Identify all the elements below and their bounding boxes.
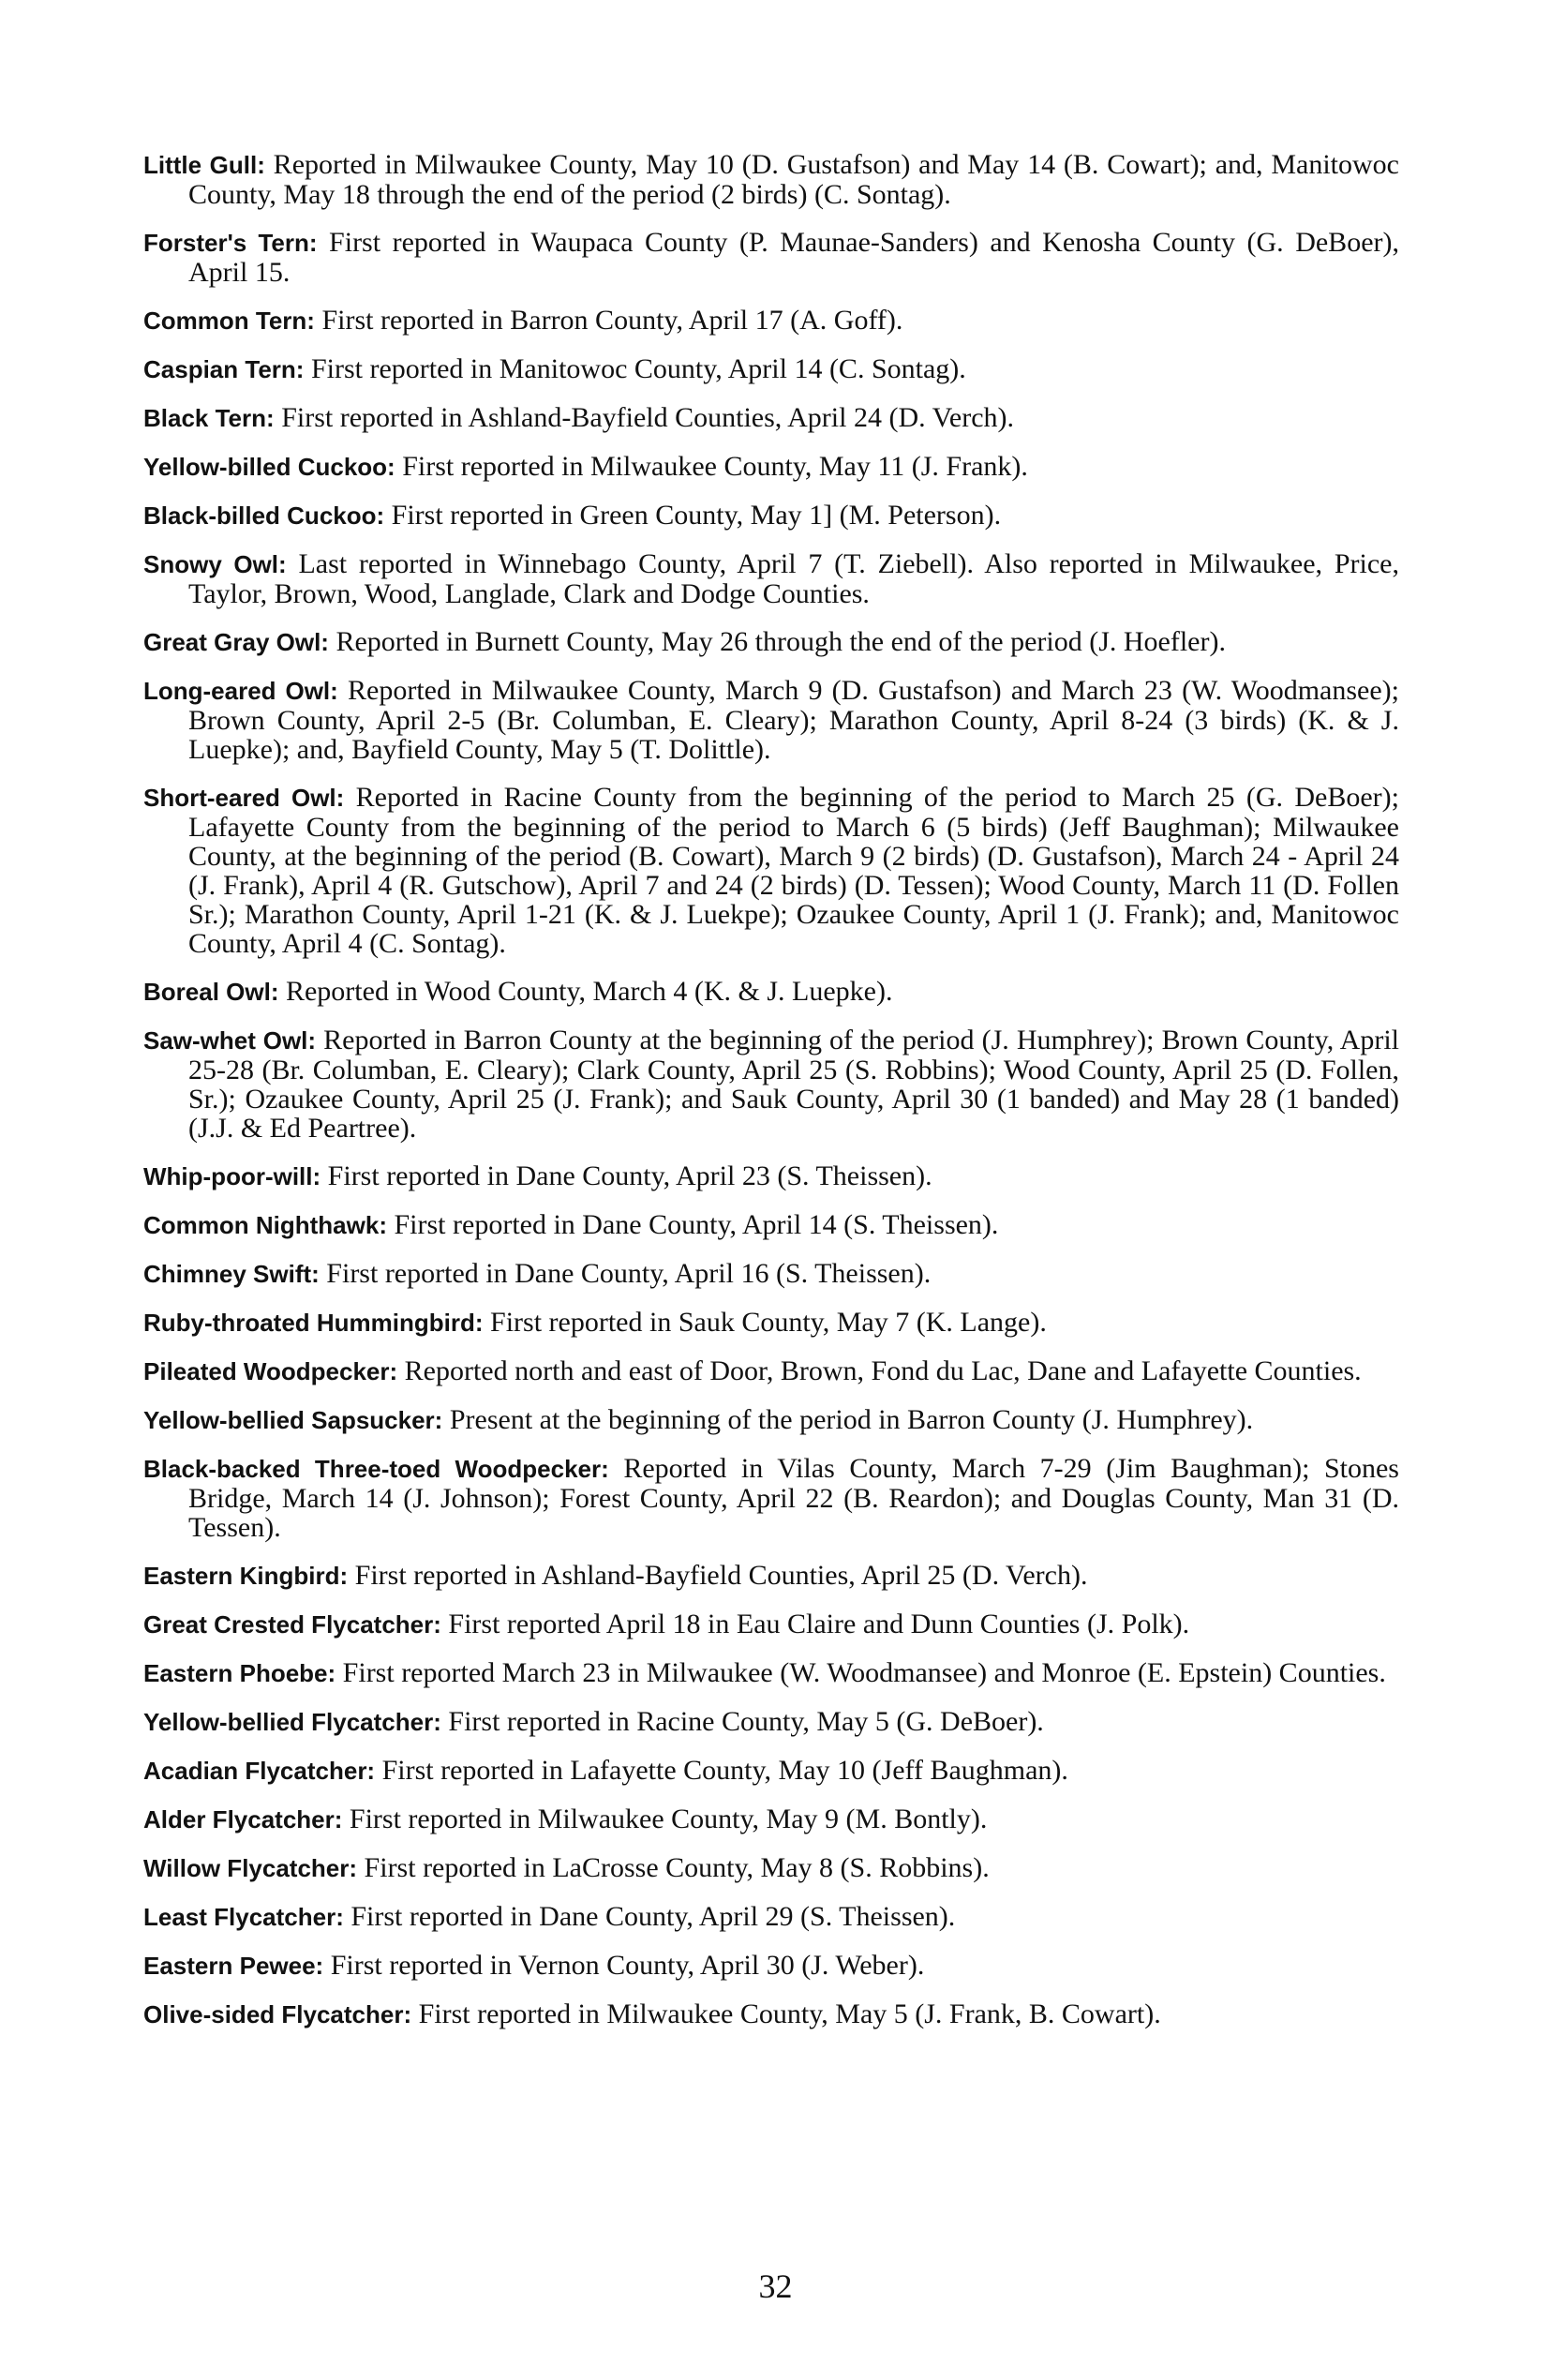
species-name: Eastern Pewee: xyxy=(143,1952,324,1980)
entry-whip-poor-will xyxy=(143,1161,1399,1191)
entry-text: Reported in Racine County from the beginning of the period to March 25 (G. DeBoer); Lafayette County from the beginning of the period to March 6 (5 birds) (Jeff Baughman); Milwaukee County, at the beginning of the period (B. Cowart), March 9 (2 birds) (D. Gustafson), March 24 - April 24 (J. Frank), April 4 (R. Gutschow), April 7 and 24 (2 birds) (D. Tessen); Wood County, March 11 (D. Follen Sr.); Marathon County, April 1-21 (K. & J. Luekpe); Ozaukee County, April 1 (J. Frank); and, Manitowoc County, April 4 (C. Sontag). xyxy=(188,782,1399,959)
entry-little-gull xyxy=(143,150,1399,209)
entry-caspian-tern xyxy=(143,354,1399,384)
species-name: Pileated Woodpecker: xyxy=(143,1357,398,1385)
entry-long-eared-owl xyxy=(143,676,1399,764)
entry-great-gray-owl xyxy=(143,627,1399,657)
entry-text: First reported in Sauk County, May 7 (K. Lange). xyxy=(483,1307,1047,1338)
entry-black-backed-three-toed-woodpecker xyxy=(143,1454,1399,1542)
entry-text: First reported in Ashland-Bayfield Counties, April 24 (D. Verch). xyxy=(274,402,1015,433)
entry-black-tern xyxy=(143,403,1399,433)
species-name: Acadian Flycatcher: xyxy=(143,1757,376,1785)
entry-text: Reported in Vilas County, March 7-29 (Jim Baughman); Stones Bridge, March 14 (J. Johnson); Forest County, April 22 (B. Reardon); and Douglas County, Man 31 (D. Tessen). xyxy=(188,1453,1399,1543)
species-name: Great Gray Owl: xyxy=(143,628,329,656)
entry-text: First reported in Milwaukee County, May 9 (M. Bontly). xyxy=(342,1804,988,1834)
entry-alder-flycatcher xyxy=(143,1804,1399,1834)
species-name: Least Flycatcher: xyxy=(143,1903,344,1931)
species-name: Ruby-throated Hummingbird: xyxy=(143,1309,484,1337)
entry-common-nighthawk xyxy=(143,1210,1399,1240)
entry-text: First reported March 23 in Milwaukee (W. Woodmansee) and Monroe (E. Epstein) Counties. xyxy=(336,1657,1386,1688)
species-name: Yellow-billed Cuckoo: xyxy=(143,453,395,481)
entry-text: Reported in Wood County, March 4 (K. & J. Luepke). xyxy=(278,976,893,1007)
species-name: Common Nighthawk: xyxy=(143,1211,387,1239)
entry-text: First reported in Dane County, April 14 (S. Theissen). xyxy=(387,1209,999,1240)
entry-forsters-tern xyxy=(143,228,1399,287)
entry-willow-flycatcher xyxy=(143,1853,1399,1883)
entry-text: Last reported in Winnebago County, April 7 (T. Ziebell). Also reported in Milwaukee, Price, Taylor, Brown, Wood, Langlade, Clark and Dodge Counties. xyxy=(188,548,1399,609)
species-name: Eastern Kingbird: xyxy=(143,1562,349,1590)
page-number: 32 xyxy=(758,2268,793,2305)
entry-text: First reported in Manitowoc County, April 14 (C. Sontag). xyxy=(304,353,966,384)
entry-eastern-pewee xyxy=(143,1951,1399,1981)
species-name: Yellow-bellied Sapsucker: xyxy=(143,1406,443,1434)
species-name: Black-billed Cuckoo: xyxy=(143,501,385,530)
entry-olive-sided-flycatcher xyxy=(143,1999,1399,2029)
species-name: Great Crested Flycatcher: xyxy=(143,1610,441,1639)
entry-text: Reported in Barron County at the beginning of the period (J. Humphrey); Brown County, April 25-28 (Br. Columban, E. Cleary); Clark County, April 25 (S. Robbins); Wood County, April 25 (D. Follen, Sr.); Ozaukee County, April 25 (J. Frank); and Sauk County, April 30 (1 banded) and May 28 (1 banded) (J.J. & Ed Peartree). xyxy=(188,1025,1399,1144)
entry-yellow-bellied-sapsucker xyxy=(143,1405,1399,1435)
entry-text: First reported in Dane County, April 23 (S. Theissen). xyxy=(321,1160,932,1191)
entry-text: Present at the beginning of the period in Barron County (J. Humphrey). xyxy=(442,1404,1254,1435)
species-name: Chimney Swift: xyxy=(143,1260,320,1288)
species-name: Forster's Tern: xyxy=(143,229,318,257)
species-name: Black Tern: xyxy=(143,404,275,432)
entry-black-billed-cuckoo xyxy=(143,501,1399,531)
species-name: Saw-whet Owl: xyxy=(143,1026,317,1055)
entry-text: First reported in Dane County, April 16 (S. Theissen). xyxy=(319,1258,932,1289)
entry-short-eared-owl xyxy=(143,783,1399,958)
entry-saw-whet-owl xyxy=(143,1025,1399,1143)
entry-text: First reported in Vernon County, April 30 (J. Weber). xyxy=(323,1950,925,1981)
entry-yellow-bellied-flycatcher xyxy=(143,1707,1399,1737)
species-name: Alder Flycatcher: xyxy=(143,1805,343,1834)
entry-least-flycatcher xyxy=(143,1902,1399,1932)
species-name: Snowy Owl: xyxy=(143,550,287,578)
entry-text: Reported in Milwaukee County, March 9 (D. Gustafson) and March 23 (W. Woodmansee); Brown County, April 2-5 (Br. Columban, E. Cleary); Marathon County, April 8-24 (3 birds) (K. & J. Luepke); and, Bayfield County, May 5 (T. Dolittle). xyxy=(188,675,1399,765)
species-name: Long-eared Owl: xyxy=(143,677,338,705)
entry-text: First reported in Racine County, May 5 (G. DeBoer). xyxy=(440,1706,1044,1737)
entry-text: First reported in Milwaukee County, May 11 (J. Frank). xyxy=(395,451,1028,482)
entry-text: Reported in Milwaukee County, May 10 (D. Gustafson) and May 14 (B. Cowart); and, Manitowoc County, May 18 through the end of the period (2 birds) (C. Sontag). xyxy=(188,149,1399,210)
species-name: Short-eared Owl: xyxy=(143,784,345,812)
entry-text: First reported in LaCrosse County, May 8 (S. Robbins). xyxy=(357,1852,990,1883)
entry-chimney-swift xyxy=(143,1259,1399,1289)
entry-text: First reported in Barron County, April 17 (A. Goff). xyxy=(314,305,903,336)
entry-text: Reported in Burnett County, May 26 through the end of the period (J. Hoefler). xyxy=(328,626,1226,657)
entry-eastern-phoebe xyxy=(143,1658,1399,1688)
species-name: Little Gull: xyxy=(143,151,265,179)
species-name: Whip-poor-will: xyxy=(143,1162,321,1190)
entry-common-tern xyxy=(143,306,1399,336)
species-name: Eastern Phoebe: xyxy=(143,1659,336,1687)
entry-eastern-kingbird xyxy=(143,1561,1399,1591)
entry-text: First reported in Dane County, April 29 (S. Theissen). xyxy=(343,1901,956,1932)
entry-acadian-flycatcher xyxy=(143,1756,1399,1786)
entry-snowy-owl xyxy=(143,549,1399,608)
species-name: Boreal Owl: xyxy=(143,978,279,1006)
species-name: Common Tern: xyxy=(143,307,315,335)
document-page xyxy=(143,150,1399,2048)
entry-text: First reported April 18 in Eau Claire and Dunn Counties (J. Polk). xyxy=(440,1609,1190,1639)
entry-text: First reported in Green County, May 1] (M. Peterson). xyxy=(384,500,1002,531)
entry-great-crested-flycatcher xyxy=(143,1609,1399,1639)
entry-text: First reported in Waupaca County (P. Maunae-Sanders) and Kenosha County (G. DeBoer), April 15. xyxy=(188,227,1399,288)
entry-text: Reported north and east of Door, Brown, Fond du Lac, Dane and Lafayette Counties. xyxy=(397,1355,1362,1386)
entry-boreal-owl xyxy=(143,977,1399,1007)
entry-text: First reported in Ashland-Bayfield Counties, April 25 (D. Verch). xyxy=(348,1560,1088,1591)
entry-pileated-woodpecker xyxy=(143,1356,1399,1386)
species-name: Olive-sided Flycatcher: xyxy=(143,2000,412,2028)
species-name: Willow Flycatcher: xyxy=(143,1854,358,1882)
entry-text: First reported in Milwaukee County, May 5 (J. Frank, B. Cowart). xyxy=(411,1998,1161,2029)
species-name: Yellow-bellied Flycatcher: xyxy=(143,1708,441,1736)
species-name: Black-backed Three-toed Woodpecker: xyxy=(143,1455,609,1483)
entry-yellow-billed-cuckoo xyxy=(143,452,1399,482)
entry-text: First reported in Lafayette County, May 10 (Jeff Baughman). xyxy=(375,1755,1068,1786)
species-name: Caspian Tern: xyxy=(143,355,305,383)
entry-ruby-throated-hummingbird xyxy=(143,1308,1399,1338)
